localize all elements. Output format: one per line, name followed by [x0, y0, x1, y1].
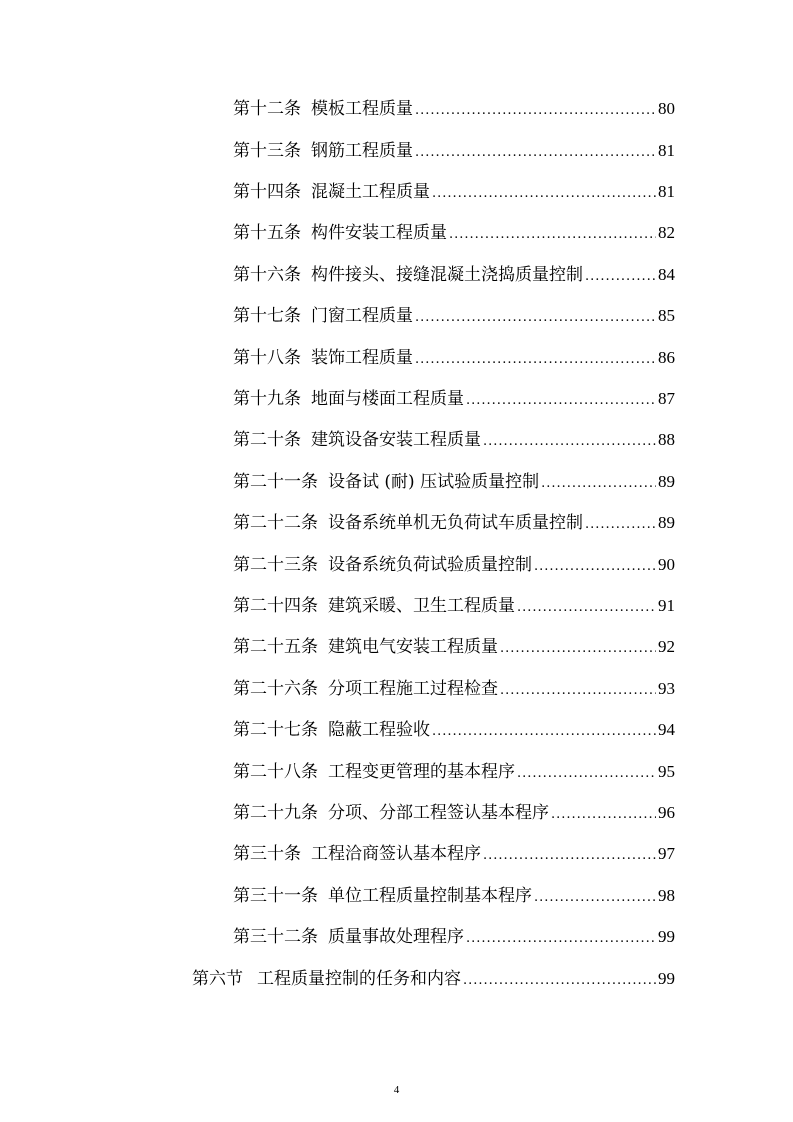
toc-entry-page: 97	[658, 844, 675, 863]
dot-leader	[463, 970, 656, 992]
toc-entry-page: 87	[658, 389, 675, 408]
toc-entry[interactable]	[233, 98, 675, 122]
toc-entry[interactable]	[233, 181, 675, 205]
toc-entry-title: 地面与楼面工程质量	[311, 389, 464, 409]
toc-entry-page: 81	[658, 182, 675, 201]
toc-entry-title: 构件安装工程质量	[311, 223, 447, 243]
toc-entry-number: 第十三条	[233, 141, 301, 161]
toc-entry[interactable]	[233, 843, 675, 867]
toc-entry-number: 第二十二条	[233, 513, 318, 533]
toc-entry-title: 建筑采暖、卫生工程质量	[328, 596, 515, 616]
toc-entry[interactable]	[233, 512, 675, 536]
toc-entry[interactable]	[233, 554, 675, 578]
toc-entry-number: 第二十四条	[233, 596, 318, 616]
toc-entry[interactable]	[233, 595, 675, 619]
dot-leader	[517, 763, 656, 785]
toc-entry-page: 91	[658, 596, 675, 615]
dot-leader	[551, 804, 656, 826]
toc-entry-title: 分项、分部工程签认基本程序	[328, 803, 549, 823]
toc-entry[interactable]	[233, 347, 675, 371]
toc-entry-page: 82	[658, 223, 675, 242]
toc-entry-number: 第二十六条	[233, 679, 318, 699]
toc-entry-number: 第二十九条	[233, 803, 318, 823]
toc-entry-title: 混凝土工程质量	[311, 182, 430, 202]
toc-entry-title: 工程变更管理的基本程序	[328, 762, 515, 782]
toc-entry-page: 80	[658, 99, 675, 118]
dot-leader	[432, 183, 656, 205]
toc-entry[interactable]	[233, 678, 675, 702]
dot-leader	[534, 556, 656, 578]
toc-entry-page: 93	[658, 679, 675, 698]
toc-entry-number: 第二十七条	[233, 720, 318, 740]
toc-entry[interactable]	[233, 140, 675, 164]
toc-entry-title: 建筑电气安装工程质量	[328, 637, 498, 657]
toc-entry[interactable]	[233, 636, 675, 660]
toc-entry-title: 建筑设备安装工程质量	[311, 430, 481, 450]
toc-entry-page: 89	[658, 472, 675, 491]
toc-entry-number: 第三十条	[233, 844, 301, 864]
toc-entry-page: 86	[658, 348, 675, 367]
toc-entry-title: 工程洽商签认基本程序	[311, 844, 481, 864]
toc-entry-number: 第二十八条	[233, 762, 318, 782]
toc-section-page: 99	[658, 969, 675, 988]
toc-entry-page: 84	[658, 265, 675, 284]
toc-entry-title: 模板工程质量	[311, 99, 413, 119]
toc-entry-title: 设备系统单机无负荷试车质量控制	[328, 513, 583, 533]
toc-entry-number: 第十二条	[233, 99, 301, 119]
toc-entry-title: 设备系统负荷试验质量控制	[328, 555, 532, 575]
dot-leader	[432, 721, 656, 743]
toc-section-number: 第六节	[192, 969, 243, 989]
toc-entry-title: 隐蔽工程验收	[328, 720, 430, 740]
dot-leader	[585, 514, 656, 536]
toc-entry[interactable]	[233, 264, 675, 288]
toc-entry-page: 85	[658, 306, 675, 325]
toc-entry-page: 81	[658, 141, 675, 160]
toc-entry-number: 第二十一条	[233, 472, 318, 492]
dot-leader	[585, 266, 656, 288]
toc-entry-title: 钢筋工程质量	[311, 141, 413, 161]
dot-leader	[500, 680, 656, 702]
toc-entry-title: 构件接头、接缝混凝土浇捣质量控制	[311, 265, 583, 285]
dot-leader	[415, 142, 656, 164]
toc-entry-title: 门窗工程质量	[311, 306, 413, 326]
toc-entry-number: 第二十五条	[233, 637, 318, 657]
dot-leader	[534, 887, 656, 909]
toc-entry-page: 90	[658, 555, 675, 574]
toc-entry-title: 单位工程质量控制基本程序	[328, 886, 532, 906]
toc-entry-page: 92	[658, 637, 675, 656]
toc-entry[interactable]	[233, 885, 675, 909]
toc-entry[interactable]	[233, 719, 675, 743]
toc-entry-number: 第二十条	[233, 430, 301, 450]
toc-entry[interactable]	[233, 429, 675, 453]
dot-leader	[415, 307, 656, 329]
toc-entry[interactable]	[233, 388, 675, 412]
toc-entry[interactable]	[233, 802, 675, 826]
dot-leader	[415, 100, 656, 122]
dot-leader	[483, 845, 656, 867]
toc-entry[interactable]	[233, 471, 675, 495]
dot-leader	[449, 224, 656, 246]
toc-entry[interactable]	[233, 761, 675, 785]
toc-entry-number: 第三十二条	[233, 927, 318, 947]
dot-leader	[483, 431, 656, 453]
toc-entry-title: 设备试 (耐) 压试验质量控制	[328, 472, 540, 492]
dot-leader	[517, 597, 656, 619]
toc-entry-page: 89	[658, 513, 675, 532]
toc-entry-page: 94	[658, 720, 675, 739]
toc-entry-number: 第二十三条	[233, 555, 318, 575]
toc-section-entry[interactable]	[192, 968, 675, 992]
toc-entry-title: 质量事故处理程序	[328, 927, 464, 947]
toc-section-title: 工程质量控制的任务和内容	[257, 969, 461, 989]
toc-entry[interactable]	[233, 926, 675, 950]
toc-entry-page: 88	[658, 430, 675, 449]
toc-entry-title: 装饰工程质量	[311, 348, 413, 368]
toc-entry-number: 第十六条	[233, 265, 301, 285]
toc-entry-number: 第十八条	[233, 348, 301, 368]
toc-entry[interactable]	[233, 305, 675, 329]
toc-entry-number: 第十九条	[233, 389, 301, 409]
dot-leader	[500, 638, 656, 660]
dot-leader	[466, 928, 656, 950]
toc-entry-number: 第十四条	[233, 182, 301, 202]
toc-entry-page: 99	[658, 927, 675, 946]
toc-entry-number: 第十五条	[233, 223, 301, 243]
dot-leader	[415, 349, 656, 371]
toc-entry-number: 第三十一条	[233, 886, 318, 906]
page-number: 4	[393, 1084, 400, 1096]
dot-leader	[541, 473, 656, 495]
toc-entry[interactable]	[233, 222, 675, 246]
toc-entry-title: 分项工程施工过程检查	[328, 679, 498, 699]
toc-entry-page: 96	[658, 803, 675, 822]
toc-entry-page: 95	[658, 762, 675, 781]
toc-entry-number: 第十七条	[233, 306, 301, 326]
toc-entry-page: 98	[658, 886, 675, 905]
dot-leader	[466, 390, 656, 412]
